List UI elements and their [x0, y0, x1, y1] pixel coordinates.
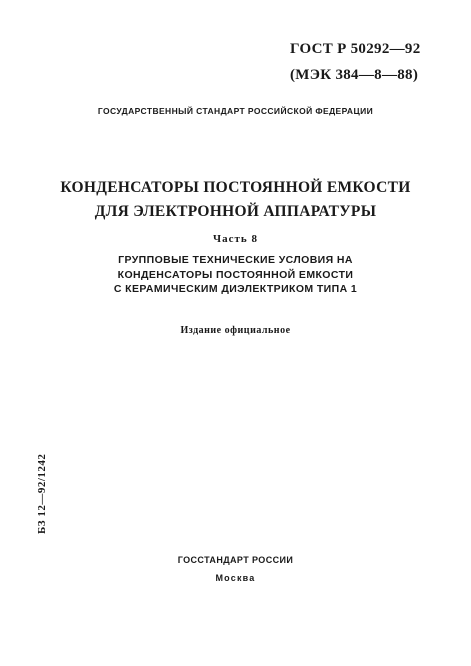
- subtitle-line-2: КОНДЕНСАТОРЫ ПОСТОЯННОЙ ЕМКОСТИ: [117, 268, 354, 281]
- iec-number: (МЭК 384—8—88): [290, 67, 419, 83]
- title-line-2: ДЛЯ ЭЛЕКТРОННОЙ АППАРАТУРЫ: [94, 203, 377, 220]
- title-line-1: КОНДЕНСАТОРЫ ПОСТОЯННОЙ ЕМКОСТИ: [60, 179, 411, 196]
- gost-number: ГОСТ Р 50292—92: [290, 41, 421, 57]
- document-subtitle: [0, 253, 471, 297]
- standard-header: ГОСУДАРСТВЕННЫЙ СТАНДАРТ РОССИЙСКОЙ ФЕДЕРАЦИИ: [97, 106, 374, 116]
- part-label: Часть 8: [213, 233, 258, 245]
- side-code: БЗ 12—92/1242: [36, 453, 48, 534]
- publisher-city: Москва: [215, 573, 256, 583]
- publisher-name: ГОССТАНДАРТ РОССИИ: [177, 555, 294, 565]
- subtitle-line-3: С КЕРАМИЧЕСКИМ ДИЭЛЕКТРИКОМ ТИПА 1: [113, 283, 358, 295]
- subtitle-line-1: ГРУППОВЫЕ ТЕХНИЧЕСКИЕ УСЛОВИЯ НА: [118, 254, 353, 266]
- document-title: [0, 176, 471, 224]
- document-designation: [290, 36, 421, 88]
- publisher-block: [0, 551, 471, 587]
- edition-label: Издание официальное: [180, 325, 291, 336]
